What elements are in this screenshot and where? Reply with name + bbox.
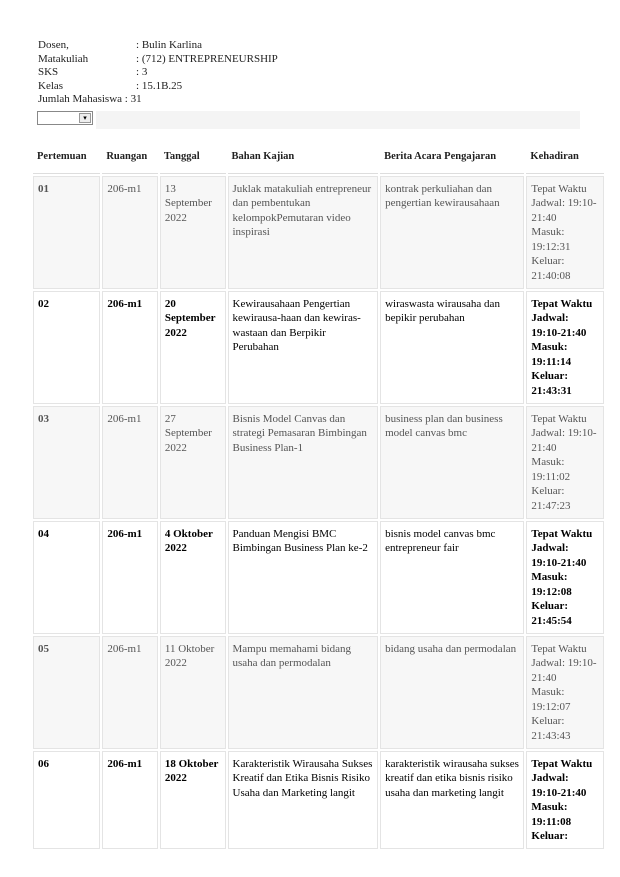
info-label: Jumlah Mahasiswa (38, 93, 123, 106)
attendance-masuk: Masuk: 19:12:08 (531, 571, 572, 598)
cell-pertemuan: 06 (33, 751, 100, 849)
cell-tanggal: 18 Oktober 2022 (160, 751, 226, 849)
cell-kehadiran (526, 176, 604, 289)
cell-bahan-kajian: Kewirausahaan Pengertian kewirausa-haan dan kewiras-wastaan dan Berpikir Perubahan (228, 291, 379, 404)
cell-ruangan: 206-m1 (102, 636, 158, 749)
attendance-keluar: Keluar: 21:40:08 (531, 255, 571, 282)
info-separator: : (124, 93, 128, 106)
attendance-masuk: Masuk: 19:11:08 (531, 801, 572, 828)
header-kehadiran: Kehadiran (526, 142, 604, 174)
cell-bahan-kajian: Bisnis Model Canvas dan strategi Pemasaran Bimbingan Business Plan-1 (228, 406, 379, 519)
attendance-jadwal: Jadwal: 19:10-21:40 (531, 197, 597, 224)
cell-kehadiran (526, 636, 604, 749)
attendance-keluar: Keluar: (531, 830, 569, 842)
info-value: 31 (130, 93, 142, 106)
table-row (33, 291, 604, 404)
attendance-keluar: Keluar: 21:45:54 (531, 600, 572, 627)
cell-bahan-kajian: Karakteristik Wirausaha Sukses Kreatif dan Etika Bisnis Risiko Usaha dan Marketing langit (228, 751, 379, 849)
cell-berita-acara: bidang usaha dan permodalan (380, 636, 524, 749)
info-label: Kelas (38, 79, 64, 92)
info-value: 3 (141, 66, 148, 79)
header-ruangan: Ruangan (102, 142, 158, 174)
info-kelas (38, 80, 278, 94)
filter-bar (96, 111, 580, 129)
table-row (33, 406, 604, 519)
attendance-jadwal: Jadwal: 19:10-21:40 (531, 657, 597, 684)
cell-kehadiran (526, 291, 604, 404)
cell-pertemuan: 02 (33, 291, 100, 404)
cell-bahan-kajian: Panduan Mengisi BMC Bimbingan Business Plan ke-2 (228, 521, 379, 634)
cell-bahan-kajian: Juklak matakuliah entrepreneur dan pembentukan kelompokPemutaran video inspirasi (228, 176, 379, 289)
attendance-jadwal: Jadwal: 19:10-21:40 (531, 542, 587, 569)
info-jumlah (38, 93, 278, 107)
cell-berita-acara: karakteristik wirausaha sukses kreatif dan etika bisnis risiko usaha dan marketing langit (380, 751, 524, 849)
cell-kehadiran (526, 406, 604, 519)
cell-berita-acara: kontrak perkuliahan dan pengertian kewirausahaan (380, 176, 524, 289)
cell-ruangan: 206-m1 (102, 521, 158, 634)
attendance-masuk: Masuk: 19:11:02 (531, 456, 571, 483)
info-separator: : (136, 39, 140, 51)
cell-tanggal: 11 Oktober 2022 (160, 636, 226, 749)
attendance-masuk: Masuk: 19:12:31 (531, 226, 571, 253)
cell-berita-acara: wiraswasta wirausaha dan bepikir perubahan (380, 291, 524, 404)
table-row (33, 176, 604, 289)
cell-kehadiran (526, 521, 604, 634)
attendance-masuk: Masuk: 19:12:07 (531, 686, 571, 713)
cell-bahan-kajian: Mampu memahami bidang usaha dan permodalan (228, 636, 379, 749)
header-berita-acara: Berita Acara Pengajaran (380, 142, 524, 174)
cell-ruangan: 206-m1 (102, 751, 158, 849)
info-value: Bulin Karlina (141, 39, 202, 51)
attendance-status: Tepat Waktu (531, 527, 593, 540)
table-row (33, 521, 604, 634)
course-info (38, 39, 278, 107)
cell-ruangan: 206-m1 (102, 406, 158, 519)
info-value: (712) ENTREPRENEURSHIP (141, 52, 278, 65)
attendance-status: Tepat Waktu (531, 642, 587, 655)
meeting-select[interactable] (37, 111, 93, 125)
table-row (33, 751, 604, 849)
attendance-jadwal: Jadwal: 19:10-21:40 (531, 772, 587, 799)
cell-tanggal: 27 September 2022 (160, 406, 226, 519)
info-label: SKS (38, 66, 59, 79)
info-value: 15.1B.25 (141, 79, 183, 92)
meeting-table (31, 140, 606, 851)
cell-kehadiran (526, 751, 604, 849)
attendance-jadwal: Jadwal: 19:10-21:40 (531, 427, 597, 454)
cell-berita-acara: business plan dan business model canvas bmc (380, 406, 524, 519)
cell-tanggal: 4 Oktober 2022 (160, 521, 226, 634)
attendance-status: Tepat Waktu (531, 757, 593, 770)
cell-tanggal: 20 September 2022 (160, 291, 226, 404)
info-separator: : (136, 66, 140, 79)
attendance-status: Tepat Waktu (531, 412, 587, 425)
chevron-down-icon[interactable]: ▾ (79, 113, 91, 123)
table-row (33, 636, 604, 749)
cell-pertemuan: 03 (33, 406, 100, 519)
info-label: Dosen, (38, 39, 69, 51)
cell-pertemuan: 01 (33, 176, 100, 289)
cell-berita-acara: bisnis model canvas bmc entrepreneur fair (380, 521, 524, 634)
attendance-keluar: Keluar: 21:43:31 (531, 370, 572, 397)
attendance-status: Tepat Waktu (531, 297, 593, 310)
info-separator: : (136, 79, 140, 92)
cell-pertemuan: 04 (33, 521, 100, 634)
attendance-status: Tepat Waktu (531, 182, 587, 195)
attendance-masuk: Masuk: 19:11:14 (531, 341, 572, 368)
info-separator: : (136, 52, 140, 65)
cell-ruangan: 206-m1 (102, 291, 158, 404)
attendance-keluar: Keluar: 21:43:43 (531, 715, 571, 742)
attendance-jadwal: Jadwal: 19:10-21:40 (531, 312, 587, 339)
header-bahan-kajian: Bahan Kajian (228, 142, 379, 174)
cell-pertemuan: 05 (33, 636, 100, 749)
header-pertemuan: Pertemuan (33, 142, 100, 174)
info-matakuliah (38, 53, 278, 67)
cell-tanggal: 13 September 2022 (160, 176, 226, 289)
info-sks (38, 66, 278, 80)
table-header-row (33, 142, 604, 174)
info-dosen (38, 39, 278, 53)
attendance-keluar: Keluar: 21:47:23 (531, 485, 571, 512)
cell-ruangan: 206-m1 (102, 176, 158, 289)
info-label: Matakuliah (38, 52, 89, 65)
header-tanggal: Tanggal (160, 142, 226, 174)
